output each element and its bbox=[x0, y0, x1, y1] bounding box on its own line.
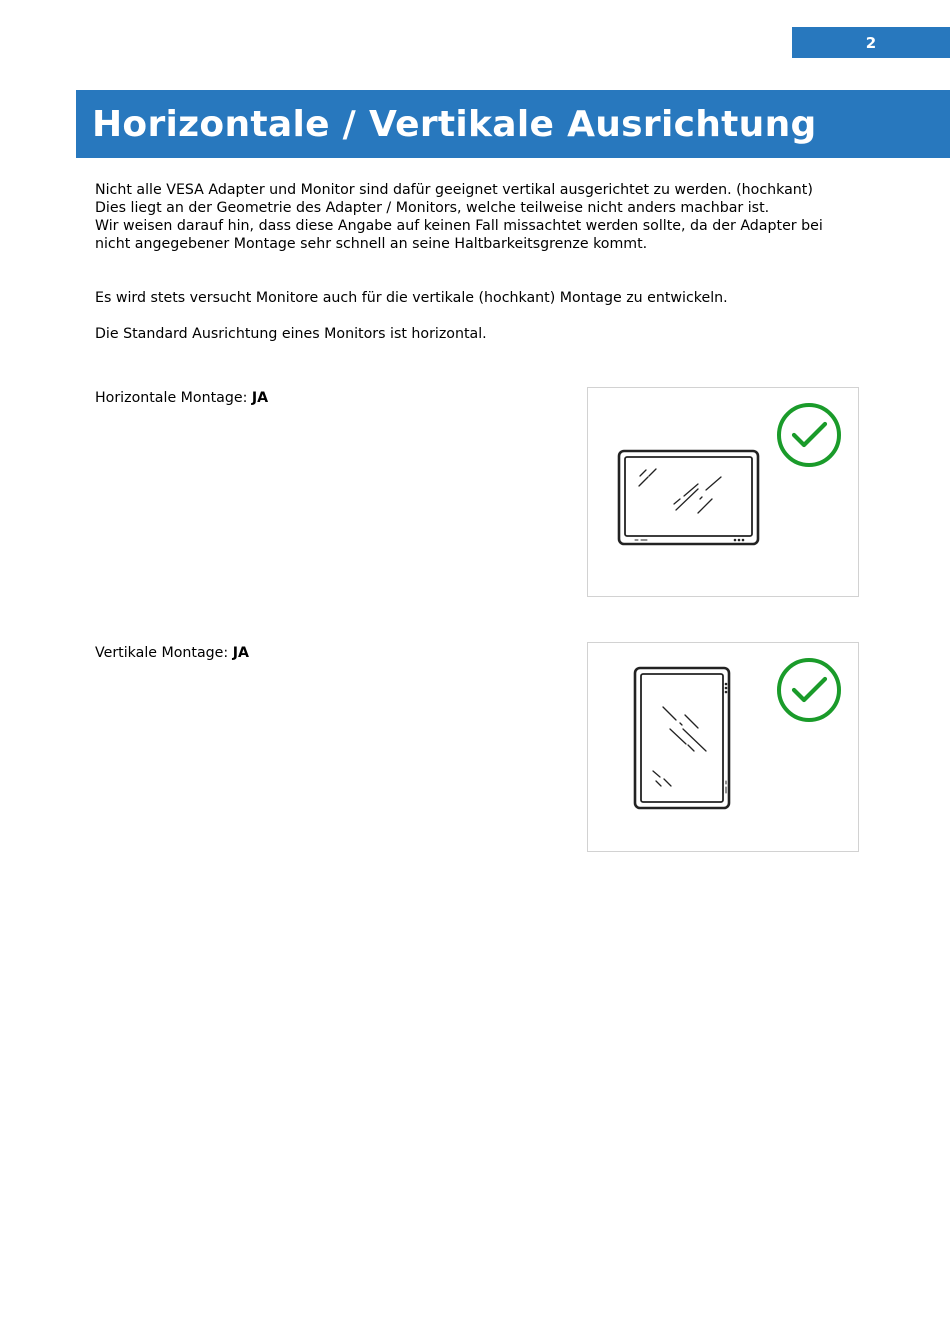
standard-orientation-paragraph: Die Standard Ausrichtung eines Monitors ist horizontal. bbox=[95, 326, 487, 342]
vertical-monitor-figure bbox=[587, 642, 859, 852]
intro-line: nicht angegebener Montage sehr schnell an seine Haltbarkeitsgrenze kommt. bbox=[95, 236, 648, 252]
vertical-mounting-label bbox=[95, 644, 249, 662]
horizontal-label-text: Horizontale Montage: bbox=[95, 390, 248, 406]
vertical-label-text: Vertikale Montage: bbox=[95, 645, 229, 661]
page-number: 2 bbox=[792, 27, 950, 58]
vertical-value: JA bbox=[232, 645, 249, 661]
horizontal-mounting-label bbox=[95, 389, 268, 407]
monitor-landscape-icon bbox=[619, 451, 758, 544]
intro-line: Dies liegt an der Geometrie des Adapter / Monitors, welche teilweise nicht anders machbar ist. bbox=[95, 200, 770, 216]
intro-line: Nicht alle VESA Adapter und Monitor sind dafür geeignet vertikal ausgerichtet zu werden. (hochkant) bbox=[95, 182, 813, 198]
horizontal-value: JA bbox=[251, 390, 269, 406]
development-paragraph: Es wird stets versucht Monitore auch für die vertikale (hochkant) Montage zu entwickeln. bbox=[95, 290, 728, 306]
check-circle-icon bbox=[779, 405, 839, 465]
monitor-portrait-icon bbox=[635, 668, 729, 808]
intro-line: Wir weisen darauf hin, dass diese Angabe auf keinen Fall missachtet werden sollte, da der Adapter bei bbox=[95, 218, 823, 234]
title-banner bbox=[76, 90, 950, 158]
check-circle-icon bbox=[779, 660, 839, 720]
horizontal-monitor-figure bbox=[587, 387, 859, 597]
intro-paragraph bbox=[95, 181, 865, 253]
page-title: Horizontale / Vertikale Ausrichtung bbox=[92, 103, 817, 145]
